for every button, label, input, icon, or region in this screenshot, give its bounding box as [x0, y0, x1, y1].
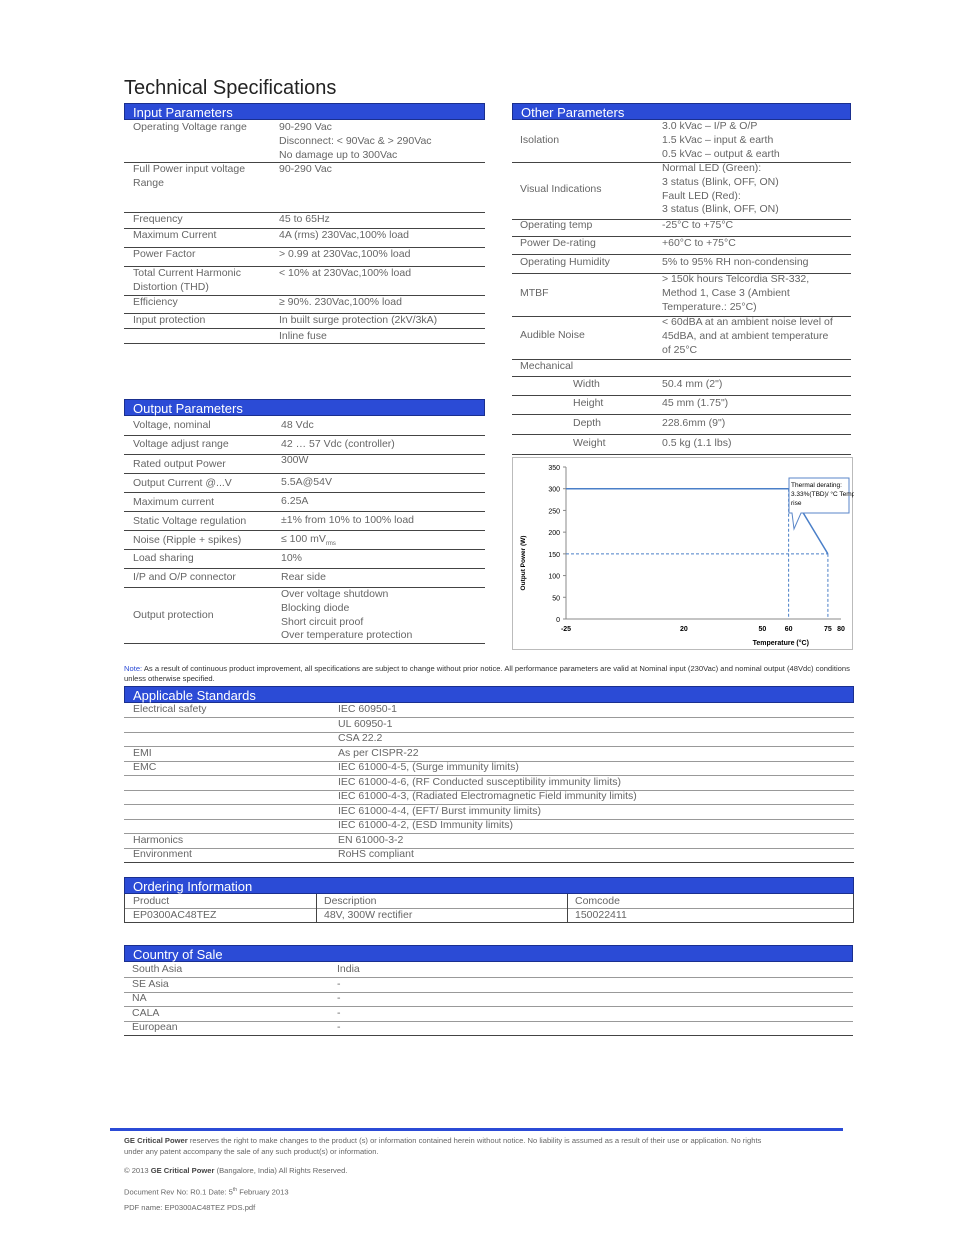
annotation-text-line: 3.33%(TBD)/ °C Temp	[791, 491, 854, 498]
y-tick-label: 300	[548, 486, 560, 494]
input_params-value: 90-290 Vac	[279, 163, 332, 175]
x-tick-label: 60	[784, 626, 793, 633]
output_params-value: Rear side	[281, 571, 326, 583]
derating-chart-frame	[512, 457, 853, 650]
doc-rev-sup: th	[232, 1187, 238, 1193]
other_params-value: 3.0 kVac – I/P & O/P 1.5 kVac – input & earth 0.5 kVac – output & earth	[662, 120, 780, 160]
standards-value: IEC 60950-1	[338, 703, 397, 715]
other_params-value: < 60dBA at an ambient noise level of 45dBA, and at ambient temperature of 25°C	[662, 316, 833, 356]
standards-value: As per CISPR-22	[338, 746, 419, 759]
input_params-label: Efficiency	[133, 296, 178, 308]
ordering-col-divider	[853, 894, 854, 923]
standards-value: IEC 61000-4-2, (ESD Immunity limits)	[338, 819, 514, 831]
input_params-value: In built surge protection (2kV/3kA)	[279, 314, 438, 326]
ordering-column-header: Description	[324, 895, 377, 907]
y-tick-label: 0	[556, 617, 560, 624]
other_params-label: Mechanical	[520, 360, 574, 372]
other_params-value: -25°C to +75°C	[662, 219, 734, 231]
output_params-value: Over voltage shutdown Blocking diode Short circuit proof Over temperature protection	[281, 588, 413, 642]
input_params-value: < 10% at 230Vac,100% load	[279, 267, 412, 279]
other_params-label: MTBF	[520, 287, 549, 299]
country-label: European	[132, 1021, 178, 1033]
footer-disclaimer	[124, 1136, 764, 1157]
country-label: SE Asia	[132, 977, 169, 990]
output_params-value-sub: rms	[325, 541, 336, 548]
output_params-value: 6.25A	[281, 495, 309, 507]
other_params-label: Depth	[573, 417, 602, 429]
ordering-row-line	[124, 908, 854, 909]
y-tick-label: 50	[552, 595, 560, 603]
ordering-bottom-line	[124, 922, 854, 923]
output_params-label: Output Current @...V	[133, 477, 232, 489]
country-value: -	[337, 977, 341, 990]
input-parameters-header: Input Parameters	[124, 103, 485, 120]
output_params-value: 10%	[281, 552, 303, 564]
ordering-cell: 48V, 300W rectifier	[324, 909, 413, 921]
standards-label: Harmonics	[133, 833, 184, 846]
standards-value: EN 61000-3-2	[338, 833, 404, 846]
other_params-value: 45 mm (1.75")	[662, 397, 729, 409]
input_params-value: Inline fuse	[279, 330, 327, 342]
note	[124, 664, 864, 684]
footer-copyright	[124, 1166, 347, 1177]
other_params-label: Height	[573, 397, 604, 409]
output_params-label: Maximum current	[133, 496, 215, 508]
country-label: South Asia	[132, 963, 183, 975]
standards-label: Electrical safety	[133, 703, 207, 715]
output_params-label: Load sharing	[133, 552, 194, 564]
other_params-label: Operating temp	[520, 219, 593, 231]
y-axis-label: Output Power (W)	[520, 535, 527, 591]
x-tick-label: 75	[824, 626, 832, 633]
y-tick-label: 350	[548, 465, 560, 472]
output_params-label: Static Voltage regulation	[133, 515, 247, 527]
ordering-cell: EP0300AC48TEZ	[133, 909, 217, 921]
output_params-label: Output protection	[133, 609, 214, 621]
output_params-value: 48 Vdc	[281, 419, 314, 431]
output_params-label: Voltage adjust range	[133, 438, 229, 450]
note-text: As a result of continuous product improvement, all specifications are subject to change without prior notice. All performance parameters are valid at Nominal input (230Vac) and nominal output (48Vdc) conditions unless otherwise specified.	[124, 664, 850, 683]
country-label: CALA	[132, 1006, 160, 1019]
standards-value: IEC 61000-4-3, (Radiated Electromagnetic Field immunity limits)	[338, 790, 637, 802]
output_params-label: Rated output Power	[133, 458, 226, 470]
other_params-value: +60°C to +75°C	[662, 237, 736, 249]
derating-chart	[513, 458, 854, 651]
other_params-label: Visual Indications	[520, 183, 602, 195]
y-tick-label: 250	[548, 508, 560, 516]
output_params-value: ≤ 100 $mV_{rms}$	[281, 533, 336, 548]
output_params-label: I/P and O/P connector	[133, 571, 236, 583]
country-value: -	[337, 1021, 341, 1033]
input_params-value: 4A (rms) 230Vac,100% load	[279, 229, 409, 241]
footer-pdf-name: PDF name: EP0300AC48TEZ PDS.pdf	[124, 1203, 256, 1212]
ordering-column-header: Product	[133, 895, 170, 907]
standards-row-line	[124, 862, 854, 863]
x-axis-label: Temperature (°C)	[752, 640, 809, 647]
ordering-header: Ordering Information	[124, 877, 854, 894]
country-value: -	[337, 992, 341, 1004]
input_params-label: Total Current Harmonic Distortion (THD)	[133, 267, 241, 293]
input_params-label: Power Factor	[133, 248, 196, 260]
standards-value: IEC 61000-4-4, (EFT/ Burst immunity limits)	[338, 804, 542, 817]
other_params-value: 0.5 kg (1.1 lbs)	[662, 437, 732, 449]
input_params-label: Operating Voltage range	[133, 121, 247, 133]
country-label: NA	[132, 992, 147, 1004]
footer-brand: GE Critical Power	[124, 1136, 188, 1145]
input_params-label: Input protection	[133, 314, 206, 326]
other_params-label: Width	[573, 378, 600, 390]
y-tick-label: 150	[548, 551, 560, 559]
standards-label: Environment	[133, 848, 192, 860]
input_params-value: > 0.99 at 230Vac,100% load	[279, 248, 411, 260]
output_params-value: 300W	[281, 454, 309, 466]
output-parameters-header: Output Parameters	[124, 399, 485, 416]
output_params-value: 5.5A@54V	[281, 476, 332, 488]
input_params-label: Full Power input voltage Range	[133, 163, 246, 189]
y-tick-label: 200	[548, 530, 560, 538]
country-header: Country of Sale	[124, 945, 853, 962]
standards-header: Applicable Standards	[124, 686, 854, 703]
country-value: India	[337, 963, 360, 975]
other-parameters-header: Other Parameters	[512, 103, 851, 120]
standards-value: IEC 61000-4-5, (Surge immunity limits)	[338, 761, 519, 773]
output_params-label: Voltage, nominal	[133, 419, 211, 431]
ordering-cell: 150022411	[575, 909, 627, 921]
other_params-value: > 150k hours Telcordia SR-332, Method 1, Case 3 (Ambient Temperature.: 25°C)	[662, 273, 810, 313]
country-row-line	[124, 1006, 853, 1007]
note-prefix: Note:	[124, 664, 143, 673]
standards-value: IEC 61000-4-6, (RF Conducted susceptibility immunity limits)	[338, 775, 622, 788]
x-tick-label: 20	[679, 626, 688, 633]
other_params-label: Isolation	[520, 134, 560, 146]
country-row-line	[124, 1035, 853, 1036]
x-tick-label: 80	[837, 626, 845, 633]
country-value: -	[337, 1006, 341, 1019]
standards-label: EMI	[133, 746, 152, 759]
footer-doc-rev	[124, 1185, 289, 1198]
other_params-value: 228.6mm (9")	[662, 417, 726, 429]
annotation-text-line: Thermal derating:	[791, 482, 842, 489]
footer-disclaimer-text: reserves the right to make changes to the product (s) or information contained herein without notice. No liability is assumed as a result of their use or application. No rights under any patent accompany the sale of any such product(s) or information.	[124, 1136, 762, 1156]
doc-rev-text: Document Rev No: R0.1 Date: 5	[124, 1187, 233, 1197]
other_params-label: Audible Noise	[520, 329, 585, 341]
ordering-column-header: Comcode	[575, 895, 620, 907]
other_params-value: Normal LED (Green): 3 status (Blink, OFF, ON) Fault LED (Red): 3 status (Blink, OFF, ON)	[662, 162, 779, 216]
output_params-label: Noise (Ripple + spikes)	[133, 534, 242, 546]
page-title: Technical Specifications	[124, 77, 337, 99]
copyright-suffix: (Bangalore, India) All Rights Reserved.	[214, 1166, 348, 1175]
standards-label: EMC	[133, 761, 157, 773]
standards-value: CSA 22.2	[338, 732, 383, 744]
copyright-brand: GE Critical Power	[150, 1166, 215, 1175]
standards-value: RoHS compliant	[338, 848, 414, 860]
output_params-value: ±1% from 10% to 100% load	[281, 514, 415, 526]
y-tick-label: 100	[548, 573, 560, 581]
input_params-label: Maximum Current	[133, 229, 217, 241]
input_params-value: 90-290 Vac Disconnect: < 90Vac & > 290Vac No damage up to 300Vac	[279, 121, 432, 161]
annotation-text-line: rise	[791, 500, 802, 507]
other_params-label: Operating Humidity	[520, 256, 610, 268]
other_params-label: Power De-rating	[520, 237, 596, 249]
input_params-label: Frequency	[133, 213, 183, 225]
country-row-line	[124, 1021, 853, 1022]
country-row-line	[124, 992, 853, 993]
x-tick-label: 50	[758, 626, 767, 633]
ordering-col-divider	[567, 894, 568, 923]
other_params-label: Weight	[573, 437, 606, 449]
input_params-value: 45 to 65Hz	[279, 213, 330, 225]
other_params-value: 5% to 95% RH non-condensing	[662, 256, 809, 268]
ordering-col-divider	[124, 894, 125, 923]
x-tick-label: -25	[560, 626, 572, 633]
other_params-value: 50.4 mm (2")	[662, 378, 723, 390]
footer-rule	[110, 1128, 843, 1131]
input_params-value: ≥ 90%. 230Vac,100% load	[279, 296, 402, 308]
output_params-value: 42 … 57 Vdc (controller)	[281, 438, 395, 450]
ordering-col-divider	[316, 894, 317, 923]
copyright-prefix: © 2013	[124, 1166, 151, 1175]
doc-rev-tail: February 2013	[237, 1187, 289, 1197]
country-row-line	[124, 977, 853, 978]
standards-value: UL 60950-1	[338, 717, 393, 730]
